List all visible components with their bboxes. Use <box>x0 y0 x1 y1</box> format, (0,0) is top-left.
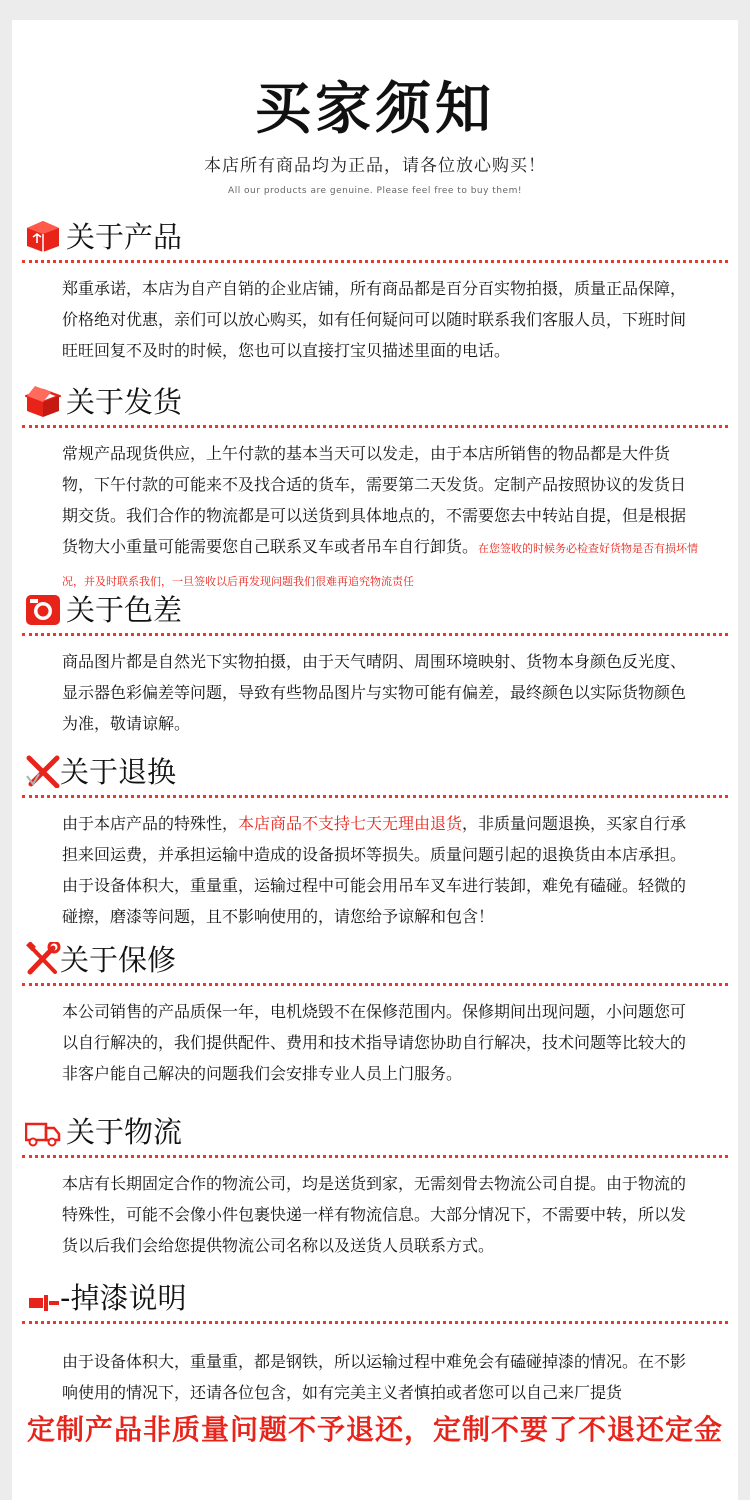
tools-icon <box>25 942 61 976</box>
section-title: 关于物流 <box>66 1115 183 1149</box>
shipping-box-icon <box>25 384 61 418</box>
section-returns <box>12 750 738 926</box>
dotted-divider <box>22 260 728 263</box>
product-box-icon <box>25 219 61 253</box>
dotted-divider <box>22 1155 728 1158</box>
section-text <box>62 438 698 597</box>
dotted-divider <box>22 425 728 428</box>
section-text: 商品图片都是自然光下实物拍摄，由于天气晴阴、周围环境映射、货物本身颜色反光度、显示器色彩偏差等问题，导致有些物品图片与实物可能有偏差，最终颜色以实际货物颜色为准，敬请谅解。 <box>62 652 687 733</box>
section-title: 关于发货 <box>66 385 183 419</box>
section-title: 关于保修 <box>60 943 177 977</box>
header <box>12 75 738 196</box>
section-text <box>62 808 698 932</box>
dotted-divider <box>22 633 728 636</box>
section-product <box>12 215 738 360</box>
notice-sheet <box>12 20 738 1500</box>
dotted-divider <box>22 1321 728 1324</box>
section-title: 关于色差 <box>66 593 183 627</box>
cross-icon <box>25 754 61 788</box>
camera-icon <box>25 592 61 626</box>
section-shipping <box>12 380 738 588</box>
section-color-difference <box>12 588 738 733</box>
paint-roller-icon <box>25 1280 61 1314</box>
section-logistics <box>12 1110 738 1255</box>
section-text: 由于设备体积大，重量重，都是钢铁，所以运输过程中难免会有磕碰掉漆的情况。在不影响使用的情况下，还请各位包含，如有完美主义者慎拍或者您可以自己来厂提货 <box>62 1352 687 1402</box>
no-return-highlight: 本店商品不支持七天无理由退货 <box>238 814 463 833</box>
section-text: 本公司销售的产品质保一年，电机烧毁不在保修范围内。保修期间出现问题，小问题您可以自行解决的，我们提供配件、费用和技术指导请您协助自行解决，技术问题等比较大的非客户能自己解决的问题我们会安排专业人员上门服务。 <box>62 1002 687 1083</box>
page-title: 买家须知 <box>255 77 495 142</box>
section-text-part: ，非质量问题退换，买家自行承担来回运费，并承担运输中造成的设备损坏等损失。质量问题引起的退换货由本店承担。由于设备体积大，重量重，运输过程中可能会用吊车叉车进行装卸，难免有磕碰。轻微的碰擦，磨漆等问题，且不影响使用的，请您给予谅解和包含！ <box>62 814 687 926</box>
section-text: 本店有长期固定合作的物流公司，均是送货到家，无需刻骨去物流公司自提。由于物流的特殊性，可能不会像小件包裹快递一样有物流信息。大部分情况下，不需要中转，所以发货以后我们会给您提供物流公司名称以及送货人员联系方式。 <box>62 1174 687 1255</box>
truck-icon <box>25 1114 61 1148</box>
dotted-divider <box>22 795 728 798</box>
page-subtitle: 本店所有商品均为正品，请各位放心购买！ <box>204 156 546 176</box>
page-subtitle-english: All our products are genuine. Please feel free to buy them! <box>228 186 522 196</box>
section-text-main: 常规产品现货供应，上午付款的基本当天可以发走，由于本店所销售的物品都是大件货物，下午付款的可能来不及找合适的货车，需要第二天发货。定制产品按照协议的发货日期交货。我们合作的物流都是可以送货到具体地点的，不需要您去中转站自提，但是根据货物大小重量可能需要您自己联系叉车或者吊车自行卸货。 <box>62 444 687 556</box>
section-text-part: 由于本店产品的特殊性， <box>62 814 239 833</box>
warning-note: 在您签收的时候务必检查好货物是否有损坏情况，并及时联系我们，一旦签收以后再发现问题我们很难再追究物流责任 <box>62 542 699 588</box>
section-title: -掉漆说明 <box>60 1281 187 1315</box>
section-warranty <box>12 938 738 1083</box>
section-title: 关于产品 <box>66 220 183 254</box>
footer-warning: 定制产品非质量问题不予退还，定制不要了不退还定金 <box>26 1413 723 1446</box>
section-paint-chipping <box>12 1276 738 1402</box>
dotted-divider <box>22 983 728 986</box>
section-text: 郑重承诺，本店为自产自销的企业店铺，所有商品都是百分百实物拍摄，质量正品保障，价格绝对优惠，亲们可以放心购买，如有任何疑问可以随时联系我们客服人员，下班时间旺旺回复不及时的时候，您也可以直接打宝贝描述里面的电话。 <box>62 279 687 360</box>
section-title: 关于退换 <box>60 755 177 789</box>
